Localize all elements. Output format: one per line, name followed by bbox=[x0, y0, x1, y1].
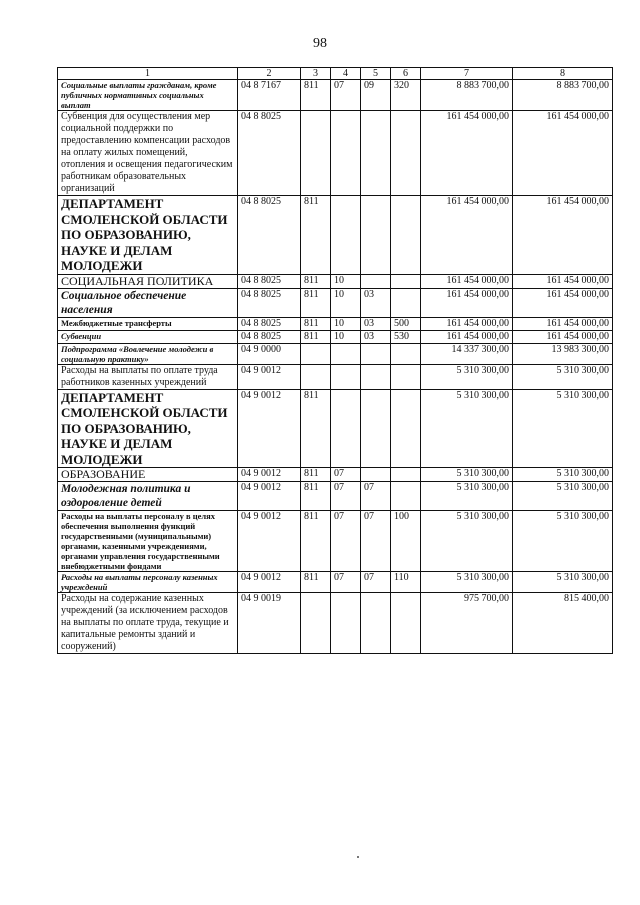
column-header: 1 bbox=[58, 68, 238, 80]
amount-column-7-cell: 161 454 000,00 bbox=[421, 330, 513, 343]
amount-column-7-cell: 161 454 000,00 bbox=[421, 288, 513, 317]
amount-column-8-cell: 5 310 300,00 bbox=[513, 389, 613, 468]
column-header: 2 bbox=[238, 68, 301, 80]
column-3-cell bbox=[301, 364, 331, 389]
amount-column-8-cell: 5 310 300,00 bbox=[513, 511, 613, 572]
column-6-cell: 530 bbox=[391, 330, 421, 343]
table-row bbox=[58, 330, 613, 343]
amount-column-8-cell: 5 310 300,00 bbox=[513, 482, 613, 511]
amount-column-8-cell: 815 400,00 bbox=[513, 593, 613, 654]
column-header: 6 bbox=[391, 68, 421, 80]
amount-column-7-cell: 5 310 300,00 bbox=[421, 389, 513, 468]
column-3-cell: 811 bbox=[301, 288, 331, 317]
column-5-cell bbox=[361, 111, 391, 196]
column-5-cell bbox=[361, 196, 391, 275]
column-4-cell bbox=[331, 364, 361, 389]
amount-column-8-cell: 161 454 000,00 bbox=[513, 196, 613, 275]
column-6-cell bbox=[391, 482, 421, 511]
target-code-cell: 04 9 0012 bbox=[238, 364, 301, 389]
target-code-cell: 04 9 0012 bbox=[238, 482, 301, 511]
column-4-cell: 10 bbox=[331, 317, 361, 330]
table-row bbox=[58, 389, 613, 468]
column-4-cell bbox=[331, 593, 361, 654]
target-code-cell: 04 8 8025 bbox=[238, 288, 301, 317]
column-3-cell bbox=[301, 111, 331, 196]
target-code-cell: 04 9 0012 bbox=[238, 389, 301, 468]
column-3-cell: 811 bbox=[301, 511, 331, 572]
column-3-cell: 811 bbox=[301, 389, 331, 468]
column-3-cell: 811 bbox=[301, 572, 331, 593]
column-6-cell bbox=[391, 196, 421, 275]
scan-dot bbox=[357, 856, 359, 858]
column-4-cell: 07 bbox=[331, 572, 361, 593]
table-row bbox=[58, 572, 613, 593]
column-3-cell: 811 bbox=[301, 80, 331, 111]
item-name-cell: Субвенции bbox=[58, 330, 238, 343]
column-3-cell: 811 bbox=[301, 482, 331, 511]
item-name-cell: Расходы на содержание казенных учреждений (за исключением расходов на выплаты по оплате труда, текущие и капитальные ремонты зданий и сооружений) bbox=[58, 593, 238, 654]
amount-column-7-cell: 5 310 300,00 bbox=[421, 364, 513, 389]
table-row bbox=[58, 482, 613, 511]
column-header: 3 bbox=[301, 68, 331, 80]
amount-column-7-cell: 5 310 300,00 bbox=[421, 468, 513, 482]
column-5-cell: 07 bbox=[361, 572, 391, 593]
page-number: 98 bbox=[313, 36, 327, 51]
item-name-cell: Межбюджетные трансферты bbox=[58, 317, 238, 330]
amount-column-7-cell: 5 310 300,00 bbox=[421, 511, 513, 572]
column-4-cell bbox=[331, 196, 361, 275]
column-6-cell bbox=[391, 468, 421, 482]
column-3-cell bbox=[301, 343, 331, 364]
amount-column-8-cell: 161 454 000,00 bbox=[513, 317, 613, 330]
item-name-cell: Расходы на выплаты персоналу в целях обеспечения выполнения функций государственными (муниципальными) органами, казенными учреждениями, органами управления государственными внебюджетными фондами bbox=[58, 511, 238, 572]
table-row bbox=[58, 111, 613, 196]
amount-column-8-cell: 13 983 300,00 bbox=[513, 343, 613, 364]
target-code-cell: 04 8 8025 bbox=[238, 317, 301, 330]
table-row bbox=[58, 343, 613, 364]
column-6-cell bbox=[391, 274, 421, 288]
amount-column-8-cell: 5 310 300,00 bbox=[513, 468, 613, 482]
table-row bbox=[58, 317, 613, 330]
amount-column-8-cell: 161 454 000,00 bbox=[513, 274, 613, 288]
target-code-cell: 04 9 0000 bbox=[238, 343, 301, 364]
item-name-cell: Расходы на выплаты по оплате труда работников казенных учреждений bbox=[58, 364, 238, 389]
column-3-cell bbox=[301, 593, 331, 654]
item-name-cell: Расходы на выплаты персоналу казенных учреждений bbox=[58, 572, 238, 593]
target-code-cell: 04 8 7167 bbox=[238, 80, 301, 111]
item-name-cell: Субвенция для осуществления мер социальной поддержки по предоставлению компенсации расходов на оплату жилых помещений, отопления и освещения педагогическим работникам образовательных организаций bbox=[58, 111, 238, 196]
table-header-row bbox=[58, 68, 613, 80]
table-row bbox=[58, 364, 613, 389]
column-3-cell: 811 bbox=[301, 330, 331, 343]
table-row bbox=[58, 468, 613, 482]
column-5-cell bbox=[361, 364, 391, 389]
column-4-cell: 07 bbox=[331, 511, 361, 572]
amount-column-7-cell: 161 454 000,00 bbox=[421, 196, 513, 275]
column-6-cell: 320 bbox=[391, 80, 421, 111]
column-5-cell: 07 bbox=[361, 482, 391, 511]
column-6-cell bbox=[391, 288, 421, 317]
target-code-cell: 04 8 8025 bbox=[238, 274, 301, 288]
column-6-cell bbox=[391, 593, 421, 654]
column-6-cell bbox=[391, 364, 421, 389]
target-code-cell: 04 9 0012 bbox=[238, 572, 301, 593]
column-5-cell: 03 bbox=[361, 317, 391, 330]
column-4-cell bbox=[331, 389, 361, 468]
table-body bbox=[58, 80, 613, 654]
item-name-cell: Молодежная политика и оздоровление детей bbox=[58, 482, 238, 511]
column-header: 7 bbox=[421, 68, 513, 80]
amount-column-7-cell: 14 337 300,00 bbox=[421, 343, 513, 364]
column-5-cell bbox=[361, 274, 391, 288]
amount-column-7-cell: 975 700,00 bbox=[421, 593, 513, 654]
item-name-cell: ДЕПАРТАМЕНТ СМОЛЕНСКОЙ ОБЛАСТИ ПО ОБРАЗОВАНИЮ, НАУКЕ И ДЕЛАМ МОЛОДЕЖИ bbox=[58, 196, 238, 275]
column-5-cell bbox=[361, 593, 391, 654]
table-row bbox=[58, 511, 613, 572]
item-name-cell: СОЦИАЛЬНАЯ ПОЛИТИКА bbox=[58, 274, 238, 288]
amount-column-7-cell: 5 310 300,00 bbox=[421, 572, 513, 593]
amount-column-7-cell: 161 454 000,00 bbox=[421, 317, 513, 330]
column-6-cell bbox=[391, 111, 421, 196]
amount-column-8-cell: 8 883 700,00 bbox=[513, 80, 613, 111]
column-3-cell: 811 bbox=[301, 196, 331, 275]
amount-column-8-cell: 161 454 000,00 bbox=[513, 111, 613, 196]
target-code-cell: 04 8 8025 bbox=[238, 330, 301, 343]
column-5-cell: 03 bbox=[361, 330, 391, 343]
column-header: 8 bbox=[513, 68, 613, 80]
amount-column-7-cell: 8 883 700,00 bbox=[421, 80, 513, 111]
column-5-cell bbox=[361, 468, 391, 482]
item-name-cell: Подпрограмма «Вовлечение молодежи в социальную практику» bbox=[58, 343, 238, 364]
amount-column-8-cell: 5 310 300,00 bbox=[513, 572, 613, 593]
column-5-cell bbox=[361, 343, 391, 364]
table-row bbox=[58, 593, 613, 654]
table-row bbox=[58, 274, 613, 288]
column-6-cell: 100 bbox=[391, 511, 421, 572]
column-header: 4 bbox=[331, 68, 361, 80]
table-row bbox=[58, 196, 613, 275]
column-6-cell: 110 bbox=[391, 572, 421, 593]
column-header: 5 bbox=[361, 68, 391, 80]
target-code-cell: 04 8 8025 bbox=[238, 111, 301, 196]
amount-column-8-cell: 5 310 300,00 bbox=[513, 364, 613, 389]
column-5-cell: 07 bbox=[361, 511, 391, 572]
amount-column-7-cell: 161 454 000,00 bbox=[421, 274, 513, 288]
table-row bbox=[58, 288, 613, 317]
column-4-cell: 07 bbox=[331, 80, 361, 111]
item-name-cell: Социальные выплаты гражданам, кроме публичных нормативных социальных выплат bbox=[58, 80, 238, 111]
column-3-cell: 811 bbox=[301, 274, 331, 288]
amount-column-7-cell: 5 310 300,00 bbox=[421, 482, 513, 511]
column-5-cell: 09 bbox=[361, 80, 391, 111]
item-name-cell: ДЕПАРТАМЕНТ СМОЛЕНСКОЙ ОБЛАСТИ ПО ОБРАЗОВАНИЮ, НАУКЕ И ДЕЛАМ МОЛОДЕЖИ bbox=[58, 389, 238, 468]
column-4-cell: 07 bbox=[331, 482, 361, 511]
column-4-cell bbox=[331, 343, 361, 364]
target-code-cell: 04 8 8025 bbox=[238, 196, 301, 275]
target-code-cell: 04 9 0012 bbox=[238, 468, 301, 482]
column-6-cell bbox=[391, 343, 421, 364]
column-4-cell: 10 bbox=[331, 330, 361, 343]
item-name-cell: Социальное обеспечение населения bbox=[58, 288, 238, 317]
target-code-cell: 04 9 0019 bbox=[238, 593, 301, 654]
column-4-cell: 10 bbox=[331, 274, 361, 288]
column-6-cell: 500 bbox=[391, 317, 421, 330]
column-4-cell: 10 bbox=[331, 288, 361, 317]
column-5-cell: 03 bbox=[361, 288, 391, 317]
amount-column-7-cell: 161 454 000,00 bbox=[421, 111, 513, 196]
column-4-cell: 07 bbox=[331, 468, 361, 482]
amount-column-8-cell: 161 454 000,00 bbox=[513, 288, 613, 317]
column-5-cell bbox=[361, 389, 391, 468]
column-3-cell: 811 bbox=[301, 468, 331, 482]
table-row bbox=[58, 80, 613, 111]
target-code-cell: 04 9 0012 bbox=[238, 511, 301, 572]
budget-table bbox=[57, 67, 613, 654]
item-name-cell: ОБРАЗОВАНИЕ bbox=[58, 468, 238, 482]
column-4-cell bbox=[331, 111, 361, 196]
column-6-cell bbox=[391, 389, 421, 468]
amount-column-8-cell: 161 454 000,00 bbox=[513, 330, 613, 343]
column-3-cell: 811 bbox=[301, 317, 331, 330]
